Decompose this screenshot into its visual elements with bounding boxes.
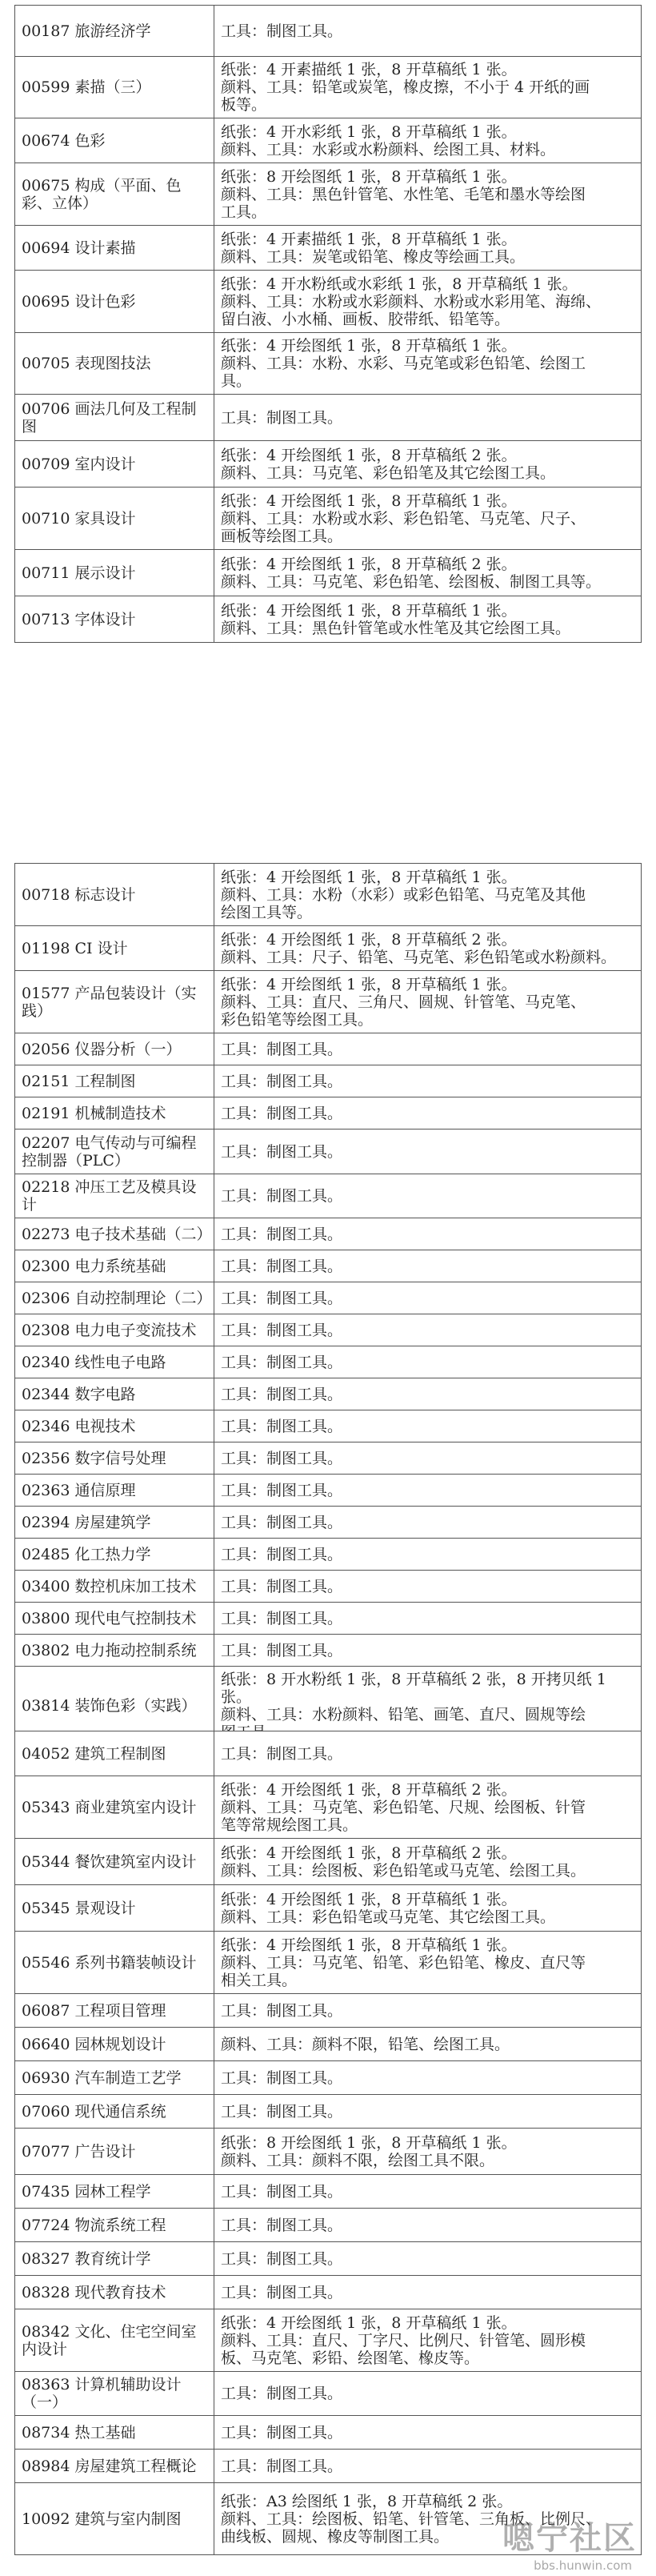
requirement-line: 工具：制图工具。 [221, 1187, 343, 1205]
course-code-name: 08984 房屋建筑工程概论 [15, 2450, 214, 2483]
table-row [15, 1776, 642, 1839]
tools-requirement [214, 926, 642, 971]
requirement-line: 颜料、工具：彩色铅笔或马克笔、其它绘图工具。 [221, 1908, 556, 1926]
requirement-line: 纸张：4 开绘图纸 1 张，8 开草稿纸 2 张。 [221, 1780, 517, 1799]
course-code-name: 00675 构成（平面、色彩、立体） [15, 163, 214, 226]
tools-requirement [214, 2175, 642, 2209]
requirement-line: 工具：制图工具。 [221, 2457, 343, 2475]
requirement-line: 工具：制图工具。 [221, 1072, 343, 1090]
tools-requirement [214, 1346, 642, 1378]
table-row [15, 57, 642, 118]
requirement-line: 颜料、工具：水彩或水粉颜料、绘图工具、材料。 [221, 140, 556, 158]
table-row [15, 1378, 642, 1410]
course-code-name: 02306 自动控制理论（二） [15, 1282, 214, 1314]
requirement-line: 工具：制图工具。 [221, 1225, 343, 1243]
requirement-line: 纸张：8 开绘图纸 1 张，8 开草稿纸 1 张。 [221, 167, 517, 186]
course-code-name: 02394 房屋建筑学 [15, 1507, 214, 1539]
requirement-line: 板等。 [221, 96, 267, 114]
requirement-line: 纸张：4 开水粉纸或水彩纸 1 张，8 开草稿纸 1 张。 [221, 275, 578, 293]
table-panel-2 [14, 863, 642, 1746]
tools-requirement [214, 2276, 642, 2309]
requirement-line: 颜料、工具：直尺、丁字尺、比例尺、针管笔、圆形模 [221, 2331, 586, 2349]
table-row [15, 2450, 642, 2483]
tools-requirement [214, 2095, 642, 2129]
course-code-name: 02346 电视技术 [15, 1410, 214, 1442]
requirement-line: 颜料、工具：铅笔或炭笔，橡皮擦，不小于 4 开纸的画 [221, 78, 590, 96]
table-row [15, 395, 642, 441]
course-code-name: 05343 商业建筑室内设计 [15, 1776, 214, 1839]
tools-requirement [214, 1065, 642, 1097]
course-code-name: 00709 室内设计 [15, 441, 214, 488]
table-row [15, 1130, 642, 1174]
requirement-line: 纸张：8 开水粉纸 1 张，8 开草稿纸 2 张，8 开拷贝纸 1 [221, 1671, 606, 1688]
requirement-line: 颜料、工具：绘图板、彩色铅笔或马克笔、绘图工具。 [221, 1861, 586, 1880]
tools-requirement [214, 1410, 642, 1442]
requirement-line: 纸张：4 开绘图纸 1 张，8 开草稿纸 2 张。 [221, 1844, 517, 1862]
table-row [15, 2242, 642, 2276]
tools-requirement [214, 1282, 642, 1314]
requirement-line: 颜料、工具：炭笔或铅笔、橡皮等绘画工具。 [221, 247, 526, 266]
requirement-line: 颜料、工具：马克笔、彩色铅笔、绘图板、制图工具等。 [221, 572, 602, 591]
course-code-name: 00694 设计素描 [15, 226, 214, 271]
requirement-line: 工具：制图工具。 [221, 2283, 343, 2301]
requirement-line: 纸张：4 开绘图纸 1 张，8 开草稿纸 2 张。 [221, 446, 517, 464]
tools-requirement [214, 1539, 642, 1571]
course-code-name: 00710 家具设计 [15, 488, 214, 550]
table-panel-3 [14, 1731, 642, 2555]
requirement-line: 颜料、工具：水粉或水彩、彩色铅笔、马克笔、尺子、 [221, 509, 586, 528]
requirement-line: 纸张：4 开绘图纸 1 张，8 开草稿纸 1 张。 [221, 492, 517, 510]
tools-requirement [214, 118, 642, 163]
tools-requirement [214, 163, 642, 226]
requirement-line: 工具：制图工具。 [221, 1104, 343, 1122]
table-row [15, 2175, 642, 2209]
requirement-line: 笔等常规绘图工具。 [221, 1816, 358, 1834]
table-row [15, 6, 642, 57]
requirement-line: 工具：制图工具。 [221, 1289, 343, 1307]
requirement-line: 工具：制图工具。 [221, 1545, 343, 1563]
requirement-line: 张。 [221, 1688, 252, 1706]
tools-requirement [214, 1130, 642, 1174]
course-code-name: 05546 系列书籍装帧设计 [15, 1932, 214, 1994]
table-row [15, 1932, 642, 1994]
table-row [15, 1994, 642, 2028]
requirement-line: 工具。 [221, 203, 267, 221]
tools-requirement [214, 1507, 642, 1539]
table-row [15, 333, 642, 395]
requirement-line: 彩色铅笔等绘图工具。 [221, 1010, 374, 1029]
tools-requirement [214, 2416, 642, 2450]
course-code-name: 01577 产品包装设计（实践） [15, 971, 214, 1033]
tools-requirement [214, 1731, 642, 1776]
table-row [15, 2061, 642, 2095]
tools-requirement [214, 971, 642, 1033]
tools-requirement [214, 1097, 642, 1130]
requirement-line: 工具：制图工具。 [221, 1481, 343, 1499]
requirement-line: 工具：制图工具。 [221, 2068, 343, 2087]
course-code-name: 05344 餐饮建筑室内设计 [15, 1839, 214, 1885]
table-row [15, 1442, 642, 1475]
watermark-logo: 嗯宁社区 [502, 2520, 637, 2557]
tools-requirement [214, 2129, 642, 2175]
table-row [15, 2129, 642, 2175]
course-code-name: 03814 装饰色彩（实践） [15, 1667, 214, 1746]
requirement-line: 颜料、工具：水粉颜料、铅笔、画笔、直尺、圆规等绘 [221, 1706, 586, 1723]
tools-requirement [214, 1839, 642, 1885]
course-code-name: 00599 素描（三） [15, 57, 214, 118]
table-row [15, 2028, 642, 2061]
requirement-line: 颜料、工具：水粉、水彩、马克笔或彩色铅笔、绘图工 [221, 355, 586, 372]
table-row [15, 1282, 642, 1314]
requirement-line: 纸张：4 开绘图纸 1 张，8 开草稿纸 1 张。 [221, 975, 517, 993]
course-code-name: 02151 工程制图 [15, 1065, 214, 1097]
tools-requirement [214, 1885, 642, 1932]
tools-requirement [214, 1932, 642, 1994]
requirement-line: 颜料、工具：颜料不限，绘图工具不限。 [221, 2151, 495, 2169]
requirement-line: 工具：制图工具。 [221, 1257, 343, 1275]
table-row [15, 2372, 642, 2416]
tools-requirement [214, 1314, 642, 1346]
tools-requirement [214, 1442, 642, 1475]
course-code-name: 03800 现代电气控制技术 [15, 1603, 214, 1635]
tools-requirement [214, 1250, 642, 1282]
table-row [15, 118, 642, 163]
requirement-line: 纸张：4 开绘图纸 1 张，8 开草稿纸 1 张。 [221, 868, 517, 886]
course-code-name: 06640 园林规划设计 [15, 2028, 214, 2061]
course-code-name: 02344 数字电路 [15, 1378, 214, 1410]
course-code-name: 02207 电气传动与可编程控制器（PLC） [15, 1130, 214, 1174]
tools-requirement [214, 2309, 642, 2372]
requirement-line: 绘图工具等。 [221, 903, 313, 921]
requirement-line: 工具：制图工具。 [221, 2102, 343, 2121]
requirement-line: 纸张：4 开绘图纸 1 张，8 开草稿纸 1 张。 [221, 337, 517, 355]
requirement-line: 工具：制图工具。 [221, 1321, 343, 1339]
requirement-line: 曲线板、圆规、橡皮等制图工具。 [221, 2527, 450, 2546]
table-row [15, 271, 642, 333]
table-row [15, 2276, 642, 2309]
exam-tools-table-3 [14, 1731, 642, 2555]
requirement-line: 工具：制图工具。 [221, 408, 343, 427]
requirement-line: 工具：制图工具。 [221, 1040, 343, 1058]
tools-requirement [214, 333, 642, 395]
tools-requirement [214, 2028, 642, 2061]
table-row [15, 2095, 642, 2129]
requirement-line: 颜料、工具：马克笔、彩色铅笔、尺规、绘图板、针管 [221, 1798, 586, 1816]
tools-requirement [214, 1475, 642, 1507]
table-row [15, 226, 642, 271]
table-row [15, 864, 642, 926]
requirement-line: 工具：制图工具。 [221, 2001, 343, 2020]
tools-requirement [214, 2450, 642, 2483]
course-code-name: 02056 仪器分析（一） [15, 1033, 214, 1065]
table-row [15, 1539, 642, 1571]
requirement-line: 纸张：4 开绘图纸 1 张，8 开草稿纸 1 张。 [221, 1936, 517, 1954]
table-row [15, 1885, 642, 1932]
requirement-line: 相关工具。 [221, 1971, 298, 1989]
requirement-line: 画板等绘图工具。 [221, 527, 343, 545]
requirement-line: 工具：制图工具。 [221, 1353, 343, 1371]
requirement-line: 颜料、工具：颜料不限，铅笔、绘图工具。 [221, 2035, 510, 2053]
requirement-line: 工具：制图工具。 [221, 1417, 343, 1435]
requirement-line: 纸张：4 开绘图纸 1 张，8 开草稿纸 2 张。 [221, 930, 517, 949]
course-code-name: 08342 文化、住宅空间室内设计 [15, 2309, 214, 2372]
course-code-name: 07724 物流系统工程 [15, 2209, 214, 2242]
requirement-line: 颜料、工具：黑色针管笔或水性笔及其它绘图工具。 [221, 619, 571, 637]
tools-requirement [214, 271, 642, 333]
tools-requirement [214, 1994, 642, 2028]
requirement-line: 纸张：4 开绘图纸 1 张，8 开草稿纸 1 张。 [221, 2313, 517, 2332]
course-code-name: 03802 电力拖动控制系统 [15, 1635, 214, 1667]
table-row [15, 1097, 642, 1130]
requirement-line: 纸张：8 开绘图纸 1 张，8 开草稿纸 1 张。 [221, 2133, 517, 2152]
tools-requirement [214, 2242, 642, 2276]
exam-tools-table-2 [14, 863, 642, 1746]
course-code-name: 04052 建筑工程制图 [15, 1731, 214, 1776]
table-panel-1 [14, 5, 642, 643]
table-row [15, 1218, 642, 1250]
course-code-name: 07060 现代通信系统 [15, 2095, 214, 2129]
course-code-name: 02191 机械制造技术 [15, 1097, 214, 1130]
course-code-name: 10092 建筑与室内制图 [15, 2483, 214, 2555]
course-code-name: 02356 数字信号处理 [15, 1442, 214, 1475]
table-row [15, 1603, 642, 1635]
requirement-line: 工具：制图工具。 [221, 1609, 343, 1627]
tools-requirement [214, 441, 642, 488]
course-code-name: 07435 园林工程学 [15, 2175, 214, 2209]
tools-requirement [214, 2372, 642, 2416]
course-code-name: 00187 旅游经济学 [15, 6, 214, 57]
requirement-line: 板、马克笔、彩铅、绘图笔、橡皮等。 [221, 2349, 480, 2367]
requirement-line: 工具：制图工具。 [221, 2249, 343, 2268]
requirement-line: 颜料、工具：直尺、三角尺、圆规、针管笔、马克笔、 [221, 993, 586, 1011]
table-row [15, 1314, 642, 1346]
requirement-line: 工具：制图工具。 [221, 22, 343, 40]
course-code-name: 00718 标志设计 [15, 864, 214, 926]
course-code-name: 08328 现代教育技术 [15, 2276, 214, 2309]
table-row [15, 926, 642, 971]
requirement-line: 纸张：4 开绘图纸 1 张，8 开草稿纸 1 张。 [221, 601, 517, 620]
course-code-name: 02340 线性电子电路 [15, 1346, 214, 1378]
tools-requirement [214, 395, 642, 441]
requirement-line: 工具：制图工具。 [221, 1744, 343, 1763]
course-code-name: 02218 冲压工艺及模具设计 [15, 1174, 214, 1218]
tools-requirement [214, 2209, 642, 2242]
course-code-name: 00713 字体设计 [15, 596, 214, 643]
requirement-line: 工具：制图工具。 [221, 2423, 343, 2442]
tools-requirement [214, 1033, 642, 1065]
course-code-name: 00706 画法几何及工程制图 [15, 395, 214, 441]
requirement-line: 工具：制图工具。 [221, 2385, 343, 2402]
course-code-name: 01198 CI 设计 [15, 926, 214, 971]
requirement-line: 纸张：4 开绘图纸 1 张，8 开草稿纸 2 张。 [221, 555, 517, 573]
course-code-name: 00674 色彩 [15, 118, 214, 163]
table-row [15, 488, 642, 550]
requirement-line: 纸张：4 开绘图纸 1 张，8 开草稿纸 1 张。 [221, 1890, 517, 1908]
table-row [15, 1346, 642, 1378]
course-code-name: 02300 电力系统基础 [15, 1250, 214, 1282]
course-code-name: 02363 通信原理 [15, 1475, 214, 1507]
course-code-name: 02273 电子技术基础（二） [15, 1218, 214, 1250]
course-code-name: 08327 教育统计学 [15, 2242, 214, 2276]
course-code-name: 02485 化工热力学 [15, 1539, 214, 1571]
requirement-line: 颜料、工具：尺子、铅笔、马克笔、彩色铅笔或水粉颜料。 [221, 948, 617, 966]
requirement-line: 纸张：4 开水彩纸 1 张，8 开草稿纸 1 张。 [221, 122, 517, 141]
table-row [15, 1635, 642, 1667]
table-row [15, 1571, 642, 1603]
tools-requirement [214, 550, 642, 596]
requirement-line: 颜料、工具：水粉（水彩）或彩色铅笔、马克笔及其他 [221, 885, 586, 904]
table-row [15, 2416, 642, 2450]
course-code-name: 08363 计算机辅助设计（一） [15, 2372, 214, 2416]
table-row [15, 550, 642, 596]
course-code-name: 06087 工程项目管理 [15, 1994, 214, 2028]
tools-requirement [214, 864, 642, 926]
course-code-name: 07077 广告设计 [15, 2129, 214, 2175]
tools-requirement [214, 57, 642, 118]
tools-requirement [214, 1174, 642, 1218]
table-row [15, 1174, 642, 1218]
table-row [15, 1033, 642, 1065]
requirement-line: 颜料、工具：水粉或水彩颜料、水粉或水彩用笔、海绵、 [221, 292, 602, 311]
table-row [15, 441, 642, 488]
tools-requirement [214, 1635, 642, 1667]
course-code-name: 00705 表现图技法 [15, 333, 214, 395]
tools-requirement [214, 1378, 642, 1410]
tools-requirement [214, 488, 642, 550]
table-row [15, 1507, 642, 1539]
table-row [15, 1065, 642, 1097]
table-row [15, 1839, 642, 1885]
requirement-line: 工具：制图工具。 [221, 1577, 343, 1595]
course-code-name: 06930 汽车制造工艺学 [15, 2061, 214, 2095]
requirement-line: 颜料、工具：马克笔、铅笔、彩色铅笔、橡皮、直尺等 [221, 1953, 586, 1972]
exam-tools-table-1 [14, 5, 642, 643]
course-code-name: 05345 景观设计 [15, 1885, 214, 1932]
course-code-name: 00695 设计色彩 [15, 271, 214, 333]
tools-requirement [214, 6, 642, 57]
course-code-name: 00711 展示设计 [15, 550, 214, 596]
table-row [15, 2309, 642, 2372]
table-row [15, 596, 642, 643]
course-code-name: 02308 电力电子变流技术 [15, 1314, 214, 1346]
requirement-line: 纸张：A3 绘图纸 1 张，8 开草稿纸 2 张。 [221, 2492, 513, 2510]
requirement-line: 纸张：4 开素描纸 1 张，8 开草稿纸 1 张。 [221, 61, 517, 78]
tools-requirement [214, 1776, 642, 1839]
requirement-line: 工具：制图工具。 [221, 2182, 343, 2201]
table-row [15, 1250, 642, 1282]
course-code-name: 03400 数控机床加工技术 [15, 1571, 214, 1603]
requirement-line: 纸张：4 开素描纸 1 张，8 开草稿纸 1 张。 [221, 230, 517, 248]
tools-requirement [214, 1218, 642, 1250]
requirement-line: 工具：制图工具。 [221, 1449, 343, 1467]
requirement-line: 工具：制图工具。 [221, 1641, 343, 1659]
requirement-line: 工具：制图工具。 [221, 1142, 343, 1161]
course-code-name: 08734 热工基础 [15, 2416, 214, 2450]
tools-requirement [214, 1571, 642, 1603]
table-row [15, 163, 642, 226]
table-row [15, 1475, 642, 1507]
tools-requirement [214, 2061, 642, 2095]
tools-requirement [214, 1603, 642, 1635]
tools-requirement [214, 226, 642, 271]
requirement-line: 颜料、工具：马克笔、彩色铅笔及其它绘图工具。 [221, 463, 556, 482]
tools-requirement [214, 596, 642, 643]
watermark-url: bbs.hunwin.com [534, 2558, 632, 2573]
table-row [15, 2209, 642, 2242]
table-row [15, 1410, 642, 1442]
requirement-line: 留白液、小水桶、画板、胶带纸、铅笔等。 [221, 310, 510, 328]
table-row [15, 971, 642, 1033]
requirement-line: 颜料、工具：黑色针管笔、水性笔、毛笔和墨水等绘图 [221, 185, 586, 203]
table-row [15, 1731, 642, 1776]
requirement-line: 工具：制图工具。 [221, 2216, 343, 2234]
requirement-line: 颜料、工具：绘图板、铅笔、针管笔、三角板、比例尺、 [221, 2510, 602, 2528]
requirement-line: 工具：制图工具。 [221, 1385, 343, 1403]
requirement-line: 具。 [221, 372, 252, 390]
requirement-line: 工具：制图工具。 [221, 1513, 343, 1531]
